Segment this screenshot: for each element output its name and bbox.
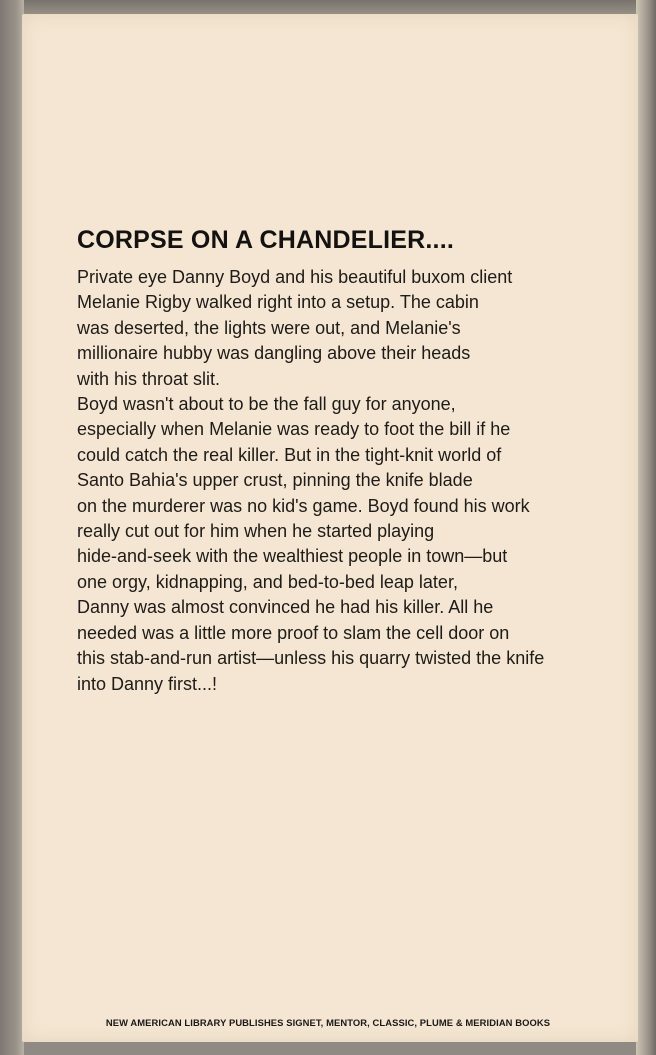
blurb-line: hide-and-seek with the wealthiest people in town—but [77,546,508,567]
blurb-line: Private eye Danny Boyd and his beautiful buxom client [77,267,513,287]
blurb-line: Boyd wasn't about to be the fall guy for anyone, [77,394,456,415]
left-edge-shadow [0,0,24,1055]
cover-headline: CORPSE ON A CHANDELIER.... [77,226,454,254]
blurb-line: on the murderer was no kid's game. Boyd found his work [77,495,530,516]
right-edge-shadow [636,0,656,1055]
blurb-line: this stab-and-run artist—unless his quarry twisted the knife [77,648,545,669]
blurb-line: millionaire hubby was dangling above their heads [77,343,471,364]
blurb-line: really cut out for him when he started playing [77,521,435,542]
blurb-line: one orgy, kidnapping, and bed-to-bed leap later, [77,571,458,592]
blurb-line: needed was a little more proof to slam the cell door on [77,622,510,643]
blurb-line: Santo Bahia's upper crust, pinning the knife blade [77,470,473,491]
publisher-footer: NEW AMERICAN LIBRARY PUBLISHES SIGNET, MENTOR, CLASSIC, PLUME & MERIDIAN BOOKS [105,1017,551,1028]
blurb-line: was deserted, the lights were out, and Melanie's [77,317,461,338]
blurb-line: with his throat slit. [77,368,221,389]
blurb-line: especially when Melanie was ready to foot the bill if he [77,419,511,440]
blurb-text [77,265,607,697]
blurb-line: into Danny first...! [77,673,218,694]
blurb-line: Melanie Rigby walked right into a setup. The cabin [77,292,479,313]
blurb-line: could catch the real killer. But in the tight-knit world of [77,444,502,465]
blurb-line: Danny was almost convinced he had his killer. All he [77,597,494,618]
